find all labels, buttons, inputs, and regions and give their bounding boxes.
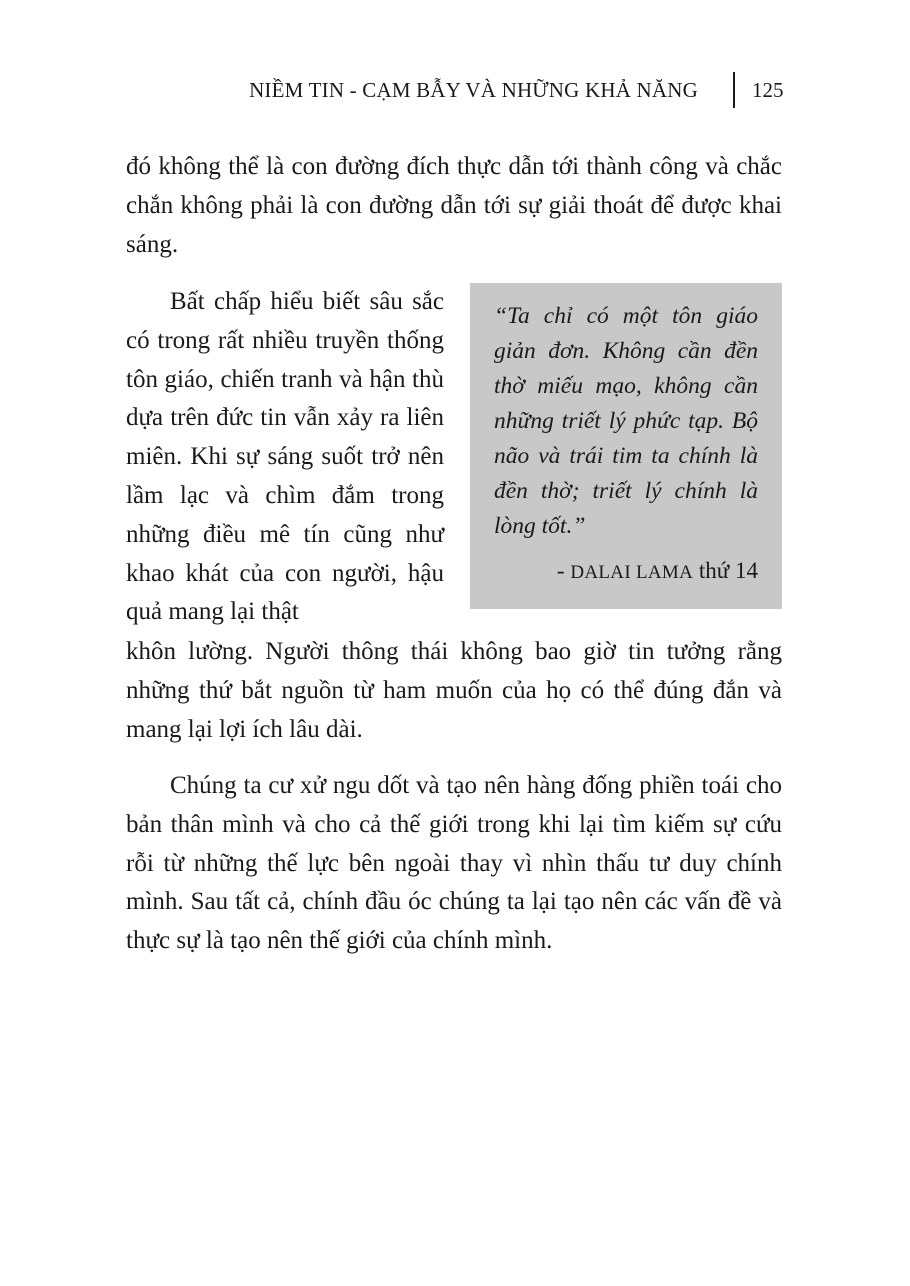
- pull-quote-attribution: [494, 558, 758, 584]
- attribution-suffix: thứ 14: [693, 558, 758, 583]
- running-header: [0, 70, 910, 110]
- pull-quote-text: “Ta chỉ có một tôn giáo giản đơn. Không cần đền thờ miếu mạo, không cần những triết lý phức tạp. Bộ não và trái tim ta chính là đền thờ; triết lý chính là lòng tốt.”: [494, 303, 758, 539]
- page-number: 125: [752, 78, 784, 102]
- header-divider: [733, 72, 735, 108]
- paragraph-2-part-1: Bất chấp hiểu biết sâu sắc có trong rất nhiều truyền thống tôn giáo, chiến tranh và hận thù dựa trên đức tin vẫn xảy ra liên miên. Khi sự sáng suốt trở nên lầm lạc và chìm đắm trong những điều mê tín cũng như khao khát của con người, hậu quả mang lại thật: [126, 288, 444, 626]
- paragraph-2-part-2: khôn lường. Người thông thái không bao giờ tin tưởng rằng những thứ bắt nguồn từ ham muốn của họ có thể đúng đắn và mang lại lợi ích lâu dài.: [126, 638, 782, 743]
- paragraph-1: đó không thể là con đường đích thực dẫn tới thành công và chắc chắn không phải là con đường dẫn tới sự giải thoát để được khai sáng.: [126, 153, 782, 258]
- attribution-prefix: -: [556, 558, 571, 583]
- pull-quote-box: [470, 283, 782, 609]
- running-header-title: NIỀM TIN - CẠM BẪY VÀ NHỮNG KHẢ NĂNG: [249, 78, 698, 102]
- attribution-name: DALAI LAMA: [570, 562, 694, 583]
- paragraph-3: Chúng ta cư xử ngu dốt và tạo nên hàng đống phiền toái cho bản thân mình và cho cả thế giới trong khi lại tìm kiếm sự cứu rỗi từ những thế lực bên ngoài thay vì nhìn thấu tư duy chính mình. Sau tất cả, chính đầu óc chúng ta lại tạo nên các vấn đề và thực sự là tạo nên thế giới của chính mình.: [126, 772, 782, 955]
